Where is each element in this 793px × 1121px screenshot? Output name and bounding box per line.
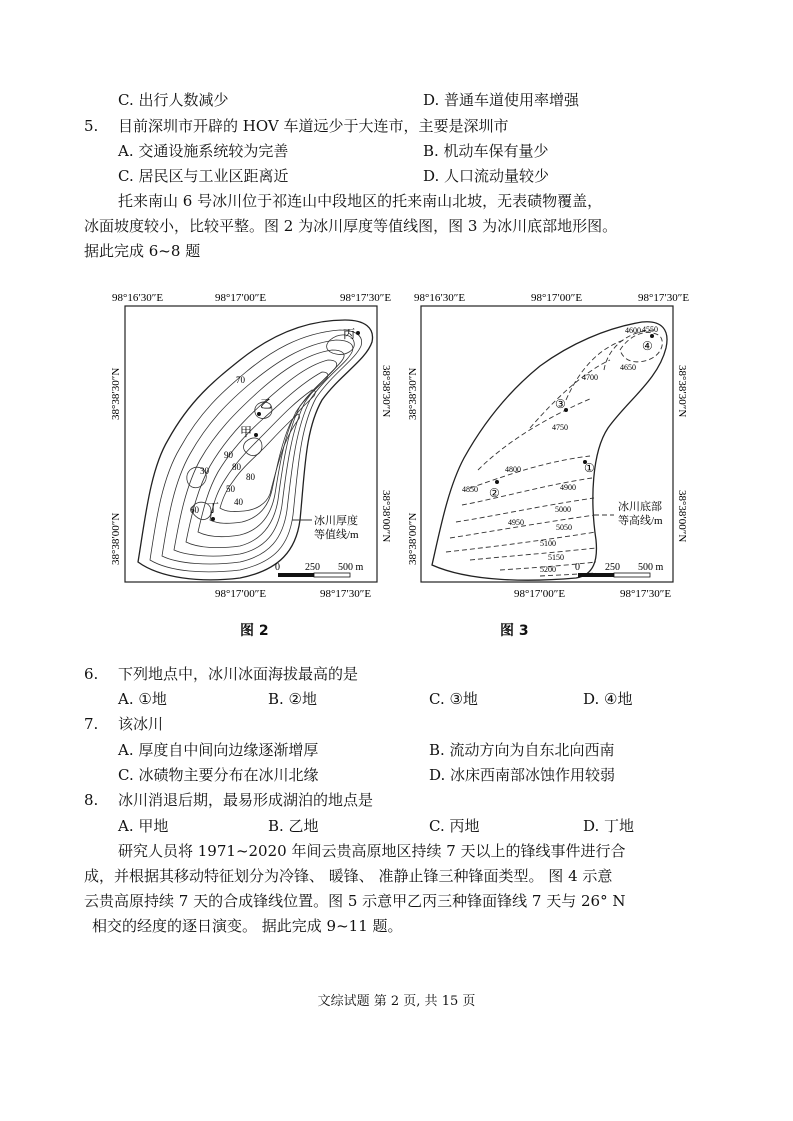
q5-number: 5.	[84, 117, 99, 135]
fig2-point-jia	[254, 433, 258, 437]
q8-option-d: D. 丁地	[583, 817, 635, 835]
fig3-label-3: ③	[555, 397, 566, 411]
q6-option-c: C. ③地	[429, 690, 478, 708]
option-d-prev: D. 普通车道使用率增强	[423, 91, 580, 109]
q8-stem: 冰川消退后期，最易形成湖泊的地点是	[118, 791, 374, 809]
q6-option-d: D. ④地	[583, 690, 633, 708]
q5-stem: 目前深圳市开辟的 HOV 车道远少于大连市，主要是深圳市	[118, 117, 509, 135]
fig3-label-1: ①	[584, 461, 595, 475]
q7-option-d: D. 冰床西南部冰蚀作用较弱	[429, 766, 616, 784]
fig2-point-ding	[211, 517, 215, 521]
fig2-contour-label-4: 30	[200, 466, 209, 476]
fig3-legend-2: 等高线/m	[618, 515, 663, 527]
fig3-point-4	[650, 334, 654, 338]
passage2-line1: 研究人员将 1971~2020 年间云贵高原地区持续 7 天以上的锋线事件进行合	[118, 842, 626, 860]
fig2-contour-label-3: 80	[232, 462, 241, 472]
fig3-scale-500: 500 m	[638, 562, 664, 573]
q5-option-b: B. 机动车保有量少	[423, 142, 549, 160]
fig2-label-ding: 丁	[207, 501, 220, 515]
q8-option-a: A. 甲地	[118, 817, 169, 835]
q5-option-c: C. 居民区与工业区距离近	[118, 167, 289, 185]
passage2-line4: 相交的经度的逐日演变。 据此完成 9~11 题。	[92, 917, 403, 935]
figure2-map	[110, 292, 392, 600]
figure3-caption: 图 3	[500, 623, 529, 639]
fig2-legend-2: 等值线/m	[314, 529, 359, 541]
fig2-contour-label-6: 60	[190, 505, 199, 515]
q6-stem: 下列地点中，冰川冰面海拔最高的是	[118, 665, 359, 683]
fig3-lat-left-2: 38°38′00″N	[407, 512, 419, 565]
q5-option-d: D. 人口流动量较少	[423, 167, 550, 185]
fig2-contour-label-1: 70	[236, 375, 245, 385]
passage2-line2: 成，并根据其移动特征划分为冷锋、 暖锋、 准静止锋三种锋面类型。 图 4 示意	[84, 867, 613, 885]
q6-number: 6.	[84, 665, 99, 683]
passage1-line2: 冰面坡度较小，比较平整。图 2 为冰川厚度等值线图，图 3 为冰川底部地形图。	[84, 217, 618, 235]
fig3-contour-label-5050: 5050	[556, 523, 572, 532]
q8-option-b: B. 乙地	[268, 817, 319, 835]
fig2-scale-0: 0	[275, 562, 280, 573]
fig3-legend-1: 冰川底部	[618, 501, 662, 513]
fig3-point-2	[495, 480, 499, 484]
fig3-scale-white	[614, 573, 650, 577]
fig2-label-jia: 甲	[240, 425, 253, 439]
passage1-line1: 托来南山 6 号冰川位于祁连山中段地区的托来南山北坡，无表碛物覆盖，	[118, 192, 603, 210]
page-footer: 文综试题 第 2 页, 共 15 页	[317, 994, 476, 1009]
fig3-contour-label-4800: 4800	[505, 465, 521, 474]
fig3-lat-right-1: 38°38′30″N	[676, 365, 688, 418]
fig3-lon-top-1: 98°16′30″E	[414, 292, 466, 304]
figure2-caption: 图 2	[240, 623, 269, 639]
fig3-contour-label-4900: 4900	[560, 483, 576, 492]
fig2-scale-250: 250	[305, 562, 320, 573]
fig2-scale-black	[278, 573, 314, 577]
fig3-lon-bottom-2: 98°17′30″E	[620, 588, 672, 600]
fig2-legend-1: 冰川厚度	[314, 515, 358, 527]
fig3-contour-label-4850: 4850	[462, 485, 478, 494]
fig3-lat-left-1: 38°38′30″N	[407, 367, 419, 420]
q8-number: 8.	[84, 791, 99, 809]
fig3-scale-0: 0	[575, 562, 580, 573]
fig2-scale-500: 500 m	[338, 562, 364, 573]
passage2-line3: 云贵高原持续 7 天的合成锋线位置。图 5 示意甲乙丙三种锋面锋线 7 天与 26° N	[84, 892, 626, 910]
fig3-label-2: ②	[489, 486, 500, 500]
q7-stem: 该冰川	[118, 715, 164, 733]
q7-number: 7.	[84, 715, 99, 733]
fig2-label-bing: 丙	[343, 327, 356, 341]
fig2-contour-label-2: 90	[224, 450, 233, 460]
passage1-line3: 据此完成 6~8 题	[84, 242, 201, 260]
fig2-point-bing	[356, 331, 360, 335]
fig2-lat-left-1: 38°38′30″N	[110, 367, 122, 420]
fig3-lon-bottom-1: 98°17′00″E	[514, 588, 566, 600]
fig2-label-yi: 乙	[260, 397, 273, 411]
fig3-contour-label-4550: 4550	[642, 325, 658, 334]
fig3-scale-black	[578, 573, 614, 577]
fig3-lon-top-2: 98°17′00″E	[531, 292, 583, 304]
fig3-contour-label-4700: 4700	[582, 373, 598, 382]
q6-option-a: A. ①地	[118, 690, 167, 708]
fig3-contour-label-4750: 4750	[552, 423, 568, 432]
fig2-lon-top-1: 98°16′30″E	[112, 292, 164, 304]
fig3-contour-label-4650: 4650	[620, 363, 636, 372]
fig2-lon-bottom-2: 98°17′30″E	[320, 588, 372, 600]
fig2-point-yi	[257, 412, 261, 416]
fig3-lat-right-2: 38°38′00″N	[676, 490, 688, 543]
q7-option-a: A. 厚度自中间向边缘逐渐增厚	[118, 741, 319, 759]
fig2-contour-label-7: 40	[234, 497, 243, 507]
fig3-contour-label-5100: 5100	[540, 539, 556, 548]
q7-option-b: B. 流动方向为自东北向西南	[429, 741, 615, 759]
figure3-map	[407, 292, 689, 600]
fig2-lat-left-2: 38°38′00″N	[110, 512, 122, 565]
fig2-lon-bottom-1: 98°17′00″E	[215, 588, 267, 600]
fig3-contour-label-4950: 4950	[508, 518, 524, 527]
q7-option-c: C. 冰碛物主要分布在冰川北缘	[118, 766, 319, 784]
fig2-lon-top-2: 98°17′00″E	[215, 292, 267, 304]
option-c-prev: C. 出行人数减少	[118, 91, 229, 109]
fig3-label-4: ④	[642, 339, 653, 353]
q8-option-c: C. 丙地	[429, 817, 480, 835]
q6-option-b: B. ②地	[268, 690, 318, 708]
fig2-lon-top-3: 98°17′30″E	[340, 292, 392, 304]
fig3-lon-top-3: 98°17′30″E	[638, 292, 690, 304]
fig3-contour-label-4600: 4600	[625, 326, 641, 335]
fig2-contour-label-8: 80	[246, 472, 255, 482]
fig3-contour-label-5200: 5200	[540, 565, 556, 574]
fig2-lat-right-1: 38°38′30″N	[380, 365, 392, 418]
fig3-contour-label-5150: 5150	[548, 553, 564, 562]
fig2-lat-right-2: 38°38′00″N	[380, 490, 392, 543]
fig2-scale-white	[314, 573, 350, 577]
fig2-contour-label-5: 50	[226, 484, 235, 494]
q5-option-a: A. 交通设施系统较为完善	[118, 142, 289, 160]
fig3-contour-label-5000: 5000	[555, 505, 571, 514]
fig3-scale-250: 250	[605, 562, 620, 573]
